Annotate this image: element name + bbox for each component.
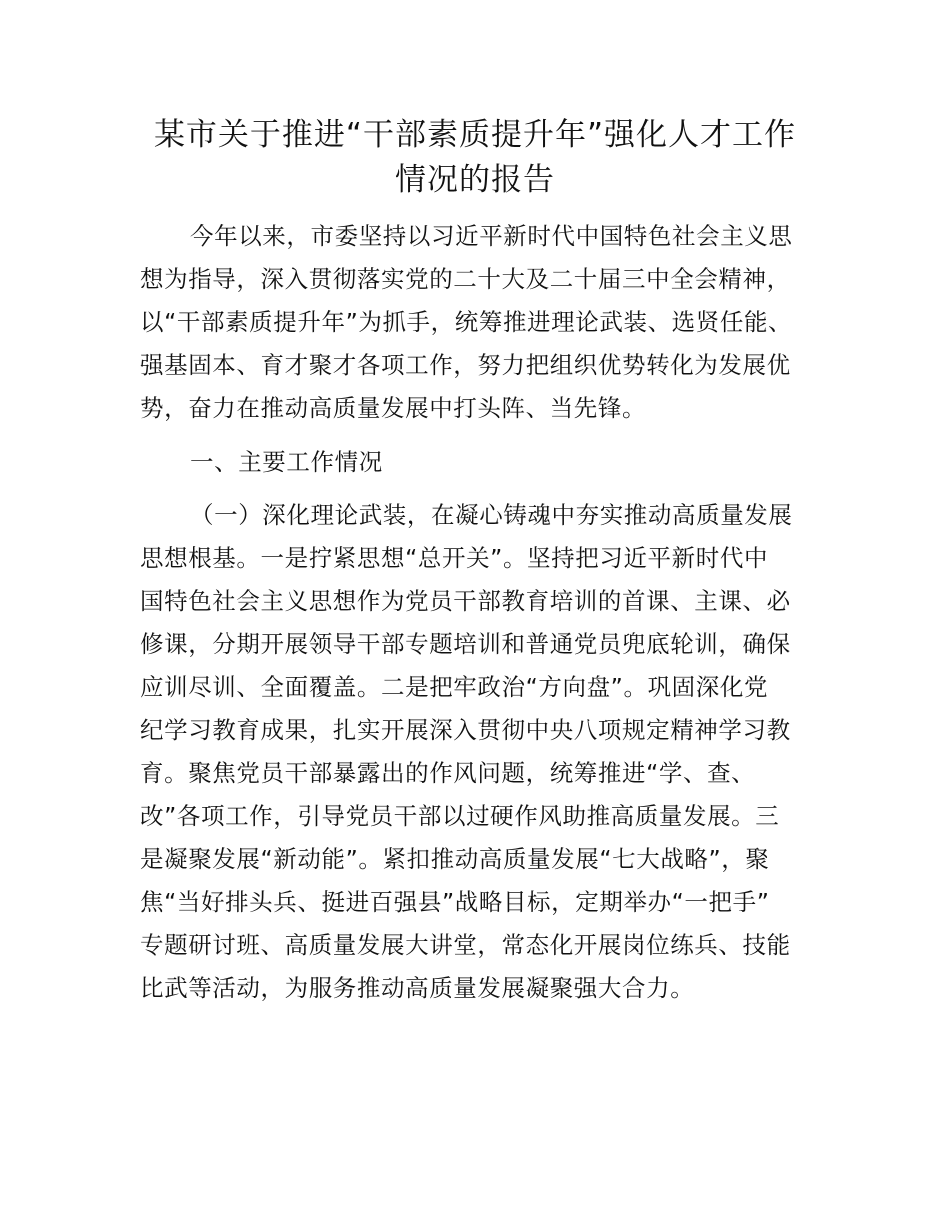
subsection-line-12: 比武等活动，为服务推动高质量发展凝聚强大合力。 <box>140 974 695 1002</box>
subsection-line-2: 思想根基。一是拧紧思想“总开关”。坚持把习近平新时代中 <box>140 544 769 572</box>
document-title-line-2: 情况的报告 <box>395 162 555 198</box>
intro-line-2: 想为指导，深入贯彻落实党的二十大及二十届三中全会精神， <box>140 265 791 293</box>
document-title-line-1: 某市关于推进“干部素质提升年”强化人才工作 <box>153 117 797 153</box>
subsection-line-7: 育。聚焦党员干部暴露出的作风问题，统筹推进“学、查、 <box>140 759 756 787</box>
subsection-line-3: 国特色社会主义思想作为党员干部教育培训的首课、主课、必 <box>140 587 791 615</box>
subsection-line-8: 改”各项工作，引导党员干部以过硬作风助推高质量发展。三 <box>140 802 780 830</box>
subsection-line-10: 焦“当好排头兵、挺进百强县”战略目标，定期举办“一把手” <box>140 888 770 916</box>
subsection-line-4: 修课，分期开展领导干部专题培训和普通党员兜底轮训，确保 <box>140 630 791 658</box>
intro-line-3: 以“干部素质提升年”为抓手，统筹推进理论武装、选贤任能、 <box>140 308 793 336</box>
intro-line-4: 强基固本、育才聚才各项工作，努力把组织优势转化为发展优 <box>140 351 791 379</box>
intro-line-1: 今年以来，市委坚持以习近平新时代中国特色社会主义思 <box>190 222 793 250</box>
intro-line-5: 势，奋力在推动高质量发展中打头阵、当先锋。 <box>140 394 647 422</box>
subsection-line-6: 纪学习教育成果，扎实开展深入贯彻中央八项规定精神学习教 <box>140 716 791 744</box>
subsection-line-5: 应训尽训、全面覆盖。二是把牢政治“方向盘”。巩固深化党 <box>140 673 769 701</box>
subsection-line-1: （一）深化理论武装，在凝心铸魂中夯实推动高质量发展 <box>190 501 793 529</box>
subsection-line-11: 专题研讨班、高质量发展大讲堂，常态化开展岗位练兵、技能 <box>140 931 791 959</box>
section-heading: 一、主要工作情况 <box>190 448 383 476</box>
subsection-line-9: 是凝聚发展“新动能”。紧扣推动高质量发展“七大战略”，聚 <box>140 845 770 873</box>
